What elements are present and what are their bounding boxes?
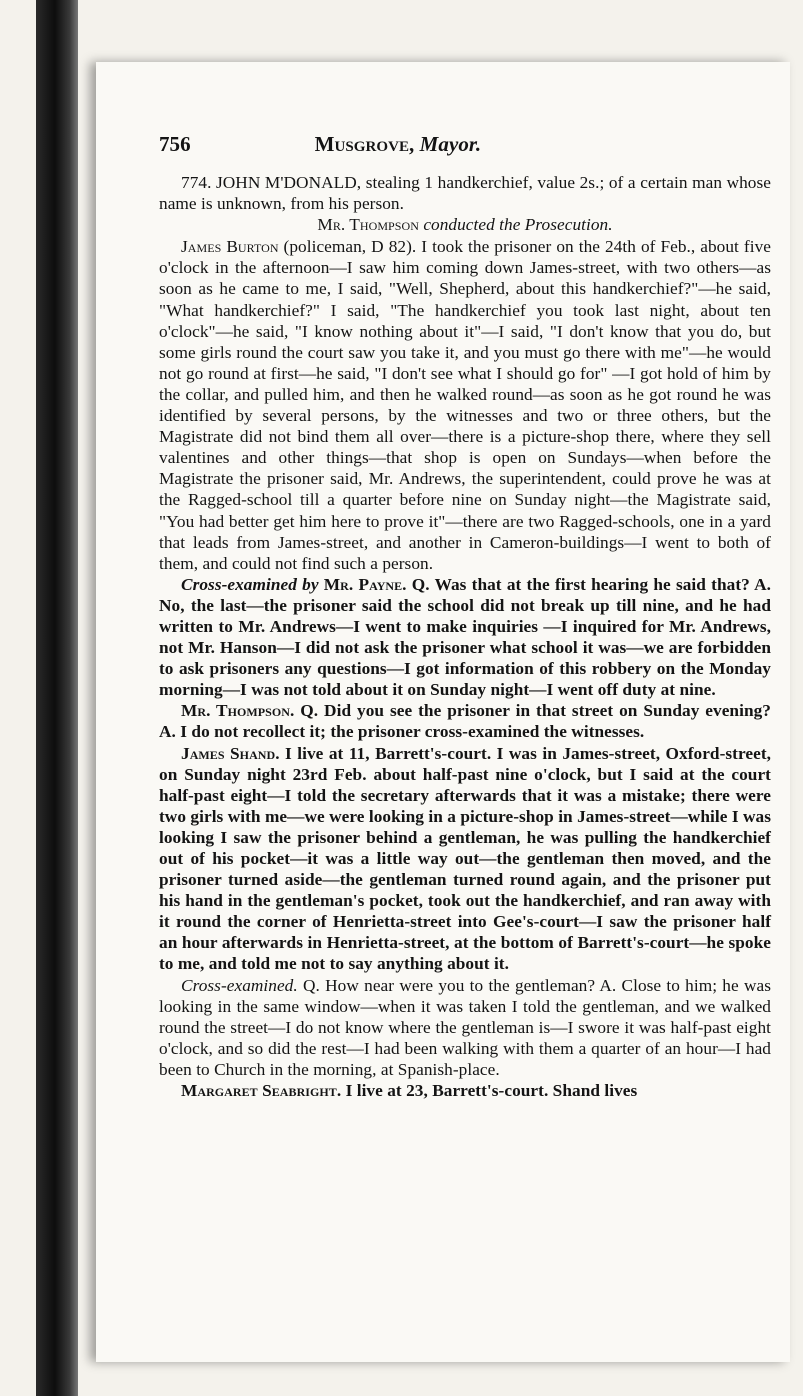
page-number: 756 [159, 132, 191, 156]
running-head [315, 134, 771, 155]
witness-name-seabright: Margaret Seabright. [181, 1081, 342, 1101]
testimony-text-seabright: I live at 23, Barrett's-court. Shand lives [341, 1081, 638, 1101]
page-header [159, 134, 771, 170]
cross-text-payne: Q. Was that at the first hearing he said that? A. No, the last—the prisoner said the school did not break up till nine, and he had written to Mr. Andrews—I went to make inquiries —I inquired for Mr. Andrews, not Mr. Hanson—I did not ask the prisoner what school it was—we are forbidden to ask prisoners any questions—I got information of this robbery on the Monday morning—I was not told about it on Sunday night—I went off duty at nine. [159, 574, 771, 700]
examiner-name-thompson: Mr. Thompson. [181, 701, 295, 721]
book-spine [36, 0, 78, 1396]
running-head-title: Mayor. [419, 132, 482, 156]
cross-label-payne: Cross-examined by [181, 574, 319, 594]
cross-text-shand: Q. How near were you to the gentleman? A. Close to him; he was looking in the same window—when it was taken I told the gentleman, and we walked round the street—I do not know where the gentleman is—I swore it was half-past eight o'clock, and so did the rest—I had been walking with them a quarter of an hour—I had been to Church in the morning, at Spanish-place. [159, 975, 771, 1079]
running-head-name: Musgrove, [314, 132, 415, 156]
examiner-name-payne: Mr. Payne. [323, 574, 407, 594]
testimony-burton [159, 236, 771, 574]
testimony-seabright [159, 1080, 771, 1101]
cross-examination-shand [159, 975, 771, 1080]
reexam-text-thompson: Q. Did you see the prisoner in that street on Sunday evening? A. I do not recollect it; the prisoner cross-examined the witnesses. [159, 701, 771, 742]
prosecution-conductor [159, 214, 771, 235]
book-page [96, 62, 790, 1362]
reexamination-thompson [159, 700, 771, 742]
cross-examination-payne [159, 574, 771, 701]
witness-name-burton: James Burton [181, 237, 279, 257]
conductor-name: Mr. Thompson [317, 215, 419, 235]
conductor-text: conducted the Prosecution. [423, 215, 613, 235]
testimony-text-shand: I live at 11, Barrett's-court. I was in James-street, Oxford-street, on Sunday night 23rd Feb. about half-past nine o'clock, but I said at the court half-past eight—I told the secretary afterwards that it was a mistake; there were two girls with me—we were looking in a picture-shop in James-street—while I was looking I saw the prisoner behind a gentleman, he was pulling the handkerchief out of his pocket—it was a little way out—the gentleman then moved, and the prisoner turned aside—the gentleman turned round again, and the prisoner put his hand in the gentleman's pocket, took out the handkerchief, and ran away with it round the corner of Henrietta-street into Gee's-court—I saw the prisoner half an hour afterwards in Henrietta-street, at the bottom of Barrett's-court—he spoke to me, and told me not to say anything about it. [159, 743, 771, 974]
case-heading: 774. JOHN M'DONALD, stealing 1 handkerchief, value 2s.; of a certain man whose name is unknown, from his person. [159, 173, 771, 214]
page-content [159, 124, 771, 1101]
testimony-text-burton: (policeman, D 82). I took the prisoner on the 24th of Feb., about five o'clock in the afternoon—I saw him coming down James-street, with two others—as soon as he came to me, I said, "Well, Shepherd, about this handkerchief?"—he said, "What handkerchief?" I said, "The handkerchief you took last night, about ten o'clock"—he said, "I know nothing about it"—I said, "I don't know that you do, but some girls round the court saw you take it, and you must go there with me"—he would not go round at first—he said, "I don't see what I should go for" —I got hold of him by the collar, and pulled him, and then he walked round—as soon as he got round he was identified by several persons, by the witnesses and two or three others, but the Magistrate did not bind them all over—there is a picture-shop there, where they sell valentines and other things—that shop is open on Sundays—when before the Magistrate the prisoner said, Mr. Andrews, the superintendent, could prove he was at the Ragged-school till a quarter before nine on Sunday night—the Magistrate said, "You had better get him here to prove it"—there are two Ragged-schools, one in a yard that leads from James-street, and another in Cameron-buildings—I went to both of them, and could not find such a person. [159, 237, 771, 573]
witness-name-shand: James Shand. [181, 743, 280, 763]
testimony-shand [159, 743, 771, 975]
cross-label-shand: Cross-examined. [181, 975, 298, 995]
